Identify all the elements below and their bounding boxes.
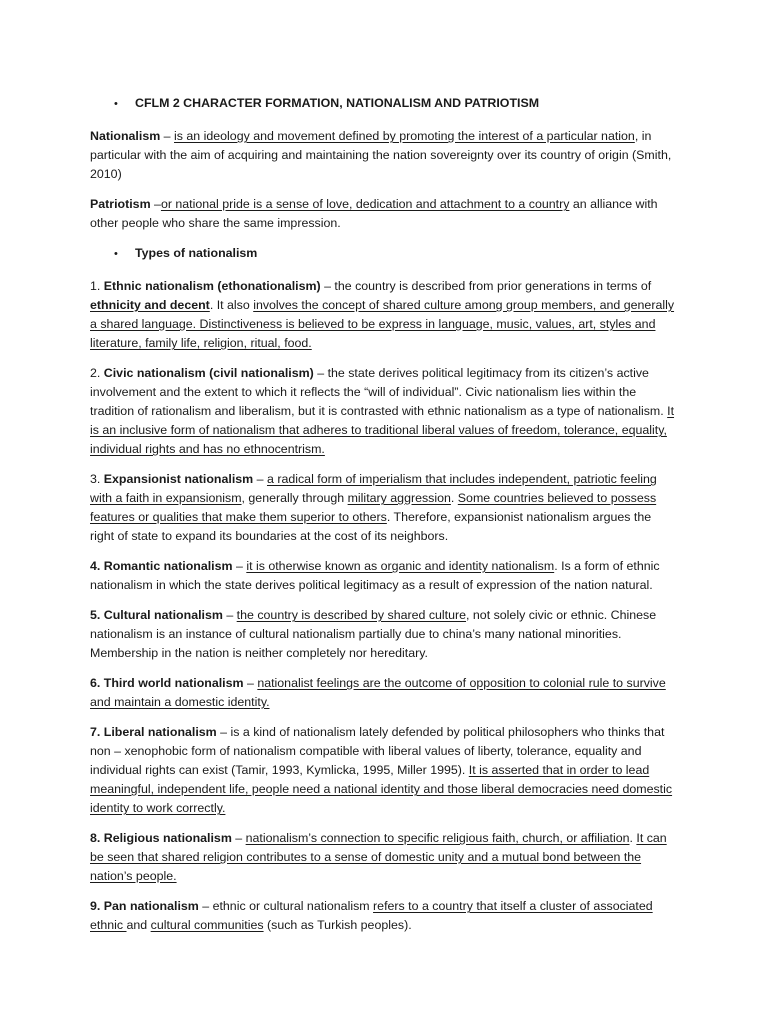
text-run: an alliance with other people who share the same impression. — [90, 197, 658, 230]
text-run: – — [231, 831, 246, 845]
definition-paragraph — [90, 127, 678, 184]
definition-paragraph — [90, 195, 678, 233]
underlined-text: refers to a country that itself a cluster of associated ethnic — [90, 899, 653, 932]
underlined-text: it is otherwise known as organic and identity nationalism — [246, 559, 555, 573]
text-run: – the country is described from prior generations in terms of — [320, 279, 652, 293]
text-run: – — [243, 676, 258, 690]
underlined-text: involves the concept of shared culture among group members, and generally a shared language. Distinctiveness is believed to be express in language, music, values, art, styles and literature, family life, religion, ritual, food. — [90, 298, 675, 350]
subheading-bullet — [114, 244, 678, 264]
underlined-text: It is an inclusive form of nationalism that adheres to traditional liberal values of freedom, tolerance, equality, individual rights and has no ethnocentrism. — [90, 404, 675, 456]
text-run: – — [160, 129, 175, 143]
text-run: , generally through — [241, 491, 348, 505]
text-run: – — [232, 559, 247, 573]
text-run: – is a kind of nationalism lately defended by political philosophers who thinks that non – xenophobic form of nationalism compatible with liberal values of liberty, tolerance, equality and individual rights can exist (Tamir, 1993, Kymlicka, 1995, Miller 1995). — [90, 725, 665, 777]
type-paragraph — [90, 470, 678, 546]
bold-text: Nationalism — [90, 129, 161, 143]
underlined-text: nationalist feelings are the outcome of opposition to colonial rule to survive and maintain a domestic identity. — [90, 676, 666, 709]
text-run: 1. — [90, 279, 104, 293]
text-run: . It also — [209, 298, 254, 312]
text-run: – — [150, 197, 161, 211]
underlined-text: the country is described by shared culture — [236, 608, 467, 622]
text-run: – — [222, 608, 237, 622]
text-run: , not solely civic or ethnic. Chinese nationalism is an instance of cultural nationalism partially due to china’s many national minorities. Membership in the nation is neither completely nor hereditary. — [90, 608, 657, 660]
heading-bullet — [114, 94, 678, 114]
underlined-text: a radical form of imperialism that includes independent, patriotic feeling with a faith in expansionism — [90, 472, 657, 505]
type-paragraph — [90, 674, 678, 712]
bold-text: Civic nationalism (civil nationalism) — [103, 366, 314, 380]
text-run: . Therefore, expansionist nationalism argues the right of state to expand its boundaries at the cost of its neighbors. — [90, 510, 652, 543]
underlined-text: is an ideology and movement defined by promoting the interest of a particular nation — [174, 129, 635, 143]
text-run: – — [253, 472, 267, 486]
bold-text: Ethnic nationalism (ethonationalism) — [103, 279, 321, 293]
bold-text: Patriotism — [90, 197, 151, 211]
bold-text: 8. Religious nationalism — [90, 831, 232, 845]
underlined-text: or national pride is a sense of love, dedication and attachment to a country — [160, 197, 570, 211]
text-run: and — [126, 918, 151, 932]
bullet-icon: • — [114, 248, 118, 260]
type-paragraph — [90, 364, 678, 459]
type-paragraph — [90, 277, 678, 353]
bullet-icon: • — [114, 98, 118, 110]
text-run: , in particular with the aim of acquiring and maintaining the nation sovereignty over its country of origin (Smith, 2010) — [90, 129, 672, 181]
text-run: . — [629, 831, 637, 845]
type-paragraph — [90, 606, 678, 663]
text-run: . Is a form of ethnic nationalism in which the state derives political legitimacy as a result of expression of the nation natural. — [90, 559, 660, 592]
text-run: – the state derives political legitimacy from its citizen’s active involvement and the extent to which it reflects the “will of individual”. Civic nationalism lies within the tradition of rationalism and liberalism, but it is contrasted with ethnic nationalism as a type of nationalism. — [90, 366, 668, 418]
underlined-bold-text: ethnicity and decent — [90, 298, 210, 312]
underlined-text: It is asserted that in order to lead meaningful, independent life, people need a national identity and those liberal democracies need domestic identity to work correctly. — [90, 763, 673, 815]
type-paragraph — [90, 557, 678, 595]
type-paragraph — [90, 723, 678, 818]
text-run: – ethnic or cultural nationalism — [198, 899, 374, 913]
bold-text: Expansionist nationalism — [103, 472, 254, 486]
text-run: 2. — [90, 366, 104, 380]
text-run: (such as Turkish peoples). — [263, 918, 412, 932]
bold-run — [90, 298, 210, 312]
bold-text: 6. Third world nationalism — [90, 676, 244, 690]
text-run: 3. — [90, 472, 104, 486]
text-run: . — [450, 491, 458, 505]
type-paragraph — [90, 829, 678, 886]
underlined-text: military aggression — [347, 491, 451, 505]
document-heading: CFLM 2 CHARACTER FORMATION, NATIONALISM AND PATRIOTISM — [135, 96, 540, 110]
section-subheading: Types of nationalism — [135, 246, 258, 260]
bold-text: 5. Cultural nationalism — [90, 608, 223, 622]
bold-text: 9. Pan nationalism — [90, 899, 199, 913]
bold-text: 7. Liberal nationalism — [90, 725, 217, 739]
underlined-text: cultural communities — [150, 918, 264, 932]
type-paragraph — [90, 897, 678, 935]
underlined-text: It can be seen that shared religion contributes to a sense of domestic unity and a mutual bond between the nation’s people. — [90, 831, 667, 883]
underlined-text: nationalism’s connection to specific religious faith, church, or affiliation — [245, 831, 630, 845]
bold-text: 4. Romantic nationalism — [90, 559, 233, 573]
underlined-text: Some countries believed to possess features or qualities that make them superior to others — [90, 491, 657, 524]
